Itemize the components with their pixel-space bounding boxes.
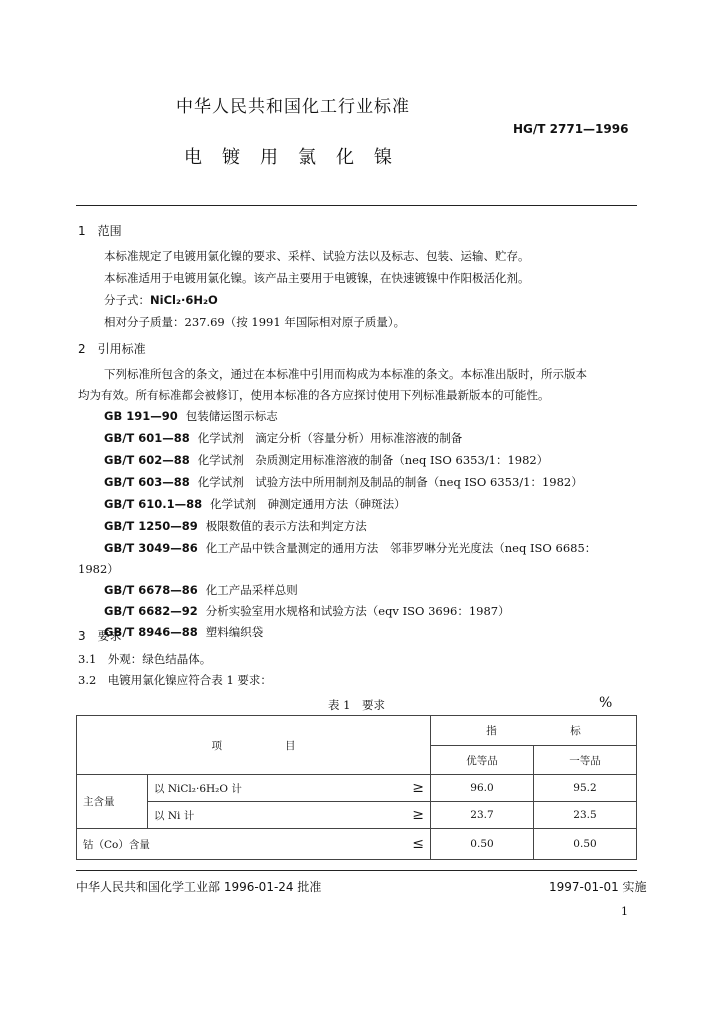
row-symbol: ≥ xyxy=(378,775,431,802)
ref-code: GB/T 1250—89 xyxy=(104,519,198,533)
ref-item xyxy=(104,408,278,424)
ref-item xyxy=(104,430,462,446)
row-symbol: ≤ xyxy=(378,829,431,860)
ref-title: 包装储运图示标志 xyxy=(185,409,278,423)
page-number: 1 xyxy=(621,905,628,918)
section1-line: 本标准适用于电镀用氯化镍。该产品主要用于电镀镍，在快速镀镍中作阳极活化剂。 xyxy=(104,271,530,285)
implementation-date: 1997-01-01 实施 xyxy=(549,880,647,894)
ref-code: GB/T 6678—86 xyxy=(104,583,198,597)
ref-item xyxy=(104,582,298,598)
row-label: 以 NiCl₂·6H₂O 计 xyxy=(148,775,379,802)
table-caption: 表 1 要求 xyxy=(328,698,385,712)
formula-line xyxy=(104,292,218,308)
section1-line: 本标准规定了电镀用氯化镍的要求、采样、试验方法以及标志、包装、运输、贮存。 xyxy=(104,249,530,263)
section2-heading: 2 引用标准 xyxy=(78,342,146,356)
ref-title: 分析实验室用水规格和试验方法（eqv ISO 3696：1987） xyxy=(205,604,510,618)
ref-code: GB/T 603—88 xyxy=(104,475,190,489)
requirement-item: 3.1 外观：绿色结晶体。 xyxy=(78,652,212,666)
section1-heading: 1 范围 xyxy=(78,224,122,238)
row-first: 23.5 xyxy=(534,802,637,829)
ref-title: 化学试剂 滴定分析（容量分析）用标准溶液的制备 xyxy=(197,431,463,445)
ref-title: 化学试剂 砷测定通用方法（砷斑法） xyxy=(210,497,406,511)
table-unit: % xyxy=(599,695,613,711)
ref-item xyxy=(104,603,510,619)
row-first: 95.2 xyxy=(534,775,637,802)
section2-intro: 下列标准所包含的条文，通过在本标准中引用而构成为本标准的条文。本标准出版时，所示版本 xyxy=(104,367,587,381)
row-symbol: ≥ xyxy=(378,802,431,829)
ref-code: GB/T 601—88 xyxy=(104,431,190,445)
ref-title: 化学试剂 杂质测定用标准溶液的制备（neq ISO 6353/1：1982） xyxy=(197,453,549,467)
row-label: 钴（Co）含量 xyxy=(77,829,379,860)
ref-code: GB 191—90 xyxy=(104,409,178,423)
ref-title: 化工产品采样总则 xyxy=(205,583,298,597)
ref-continuation: 1982） xyxy=(78,562,119,576)
doc-title: 电镀用氯化镍 xyxy=(184,147,412,168)
row-superior: 23.7 xyxy=(431,802,534,829)
col-header-superior: 优等品 xyxy=(431,746,534,775)
ref-item xyxy=(104,452,548,468)
ref-title: 化学试剂 试验方法中所用制剂及制品的制备（neq ISO 6353/1：1982） xyxy=(197,475,583,489)
molar-mass-line: 相对分子质量：237.69（按 1991 年国际相对原子质量）。 xyxy=(104,315,406,329)
org-title: 中华人民共和国化工行业标准 xyxy=(176,97,410,117)
row-superior: 96.0 xyxy=(431,775,534,802)
formula: NiCl₂·6H₂O xyxy=(150,293,218,307)
row-first: 0.50 xyxy=(534,829,637,860)
section2-intro: 均为有效。所有标准都会被修订，使用本标准的各方应探讨使用下列标准最新版本的可能性。 xyxy=(78,388,550,402)
ref-code: GB/T 3049—86 xyxy=(104,541,198,555)
footer-rule xyxy=(76,870,637,871)
ref-item xyxy=(104,540,596,556)
approval-line: 中华人民共和国化学工业部 1996-01-24 批准 xyxy=(76,880,322,894)
group-main-content: 主含量 xyxy=(77,775,148,829)
col-header-item: 项 目 xyxy=(77,716,431,775)
standard-code: HG/T 2771—1996 xyxy=(513,122,629,136)
ref-title: 塑料编织袋 xyxy=(205,625,264,639)
ref-item xyxy=(104,624,263,640)
col-header-first: 一等品 xyxy=(534,746,637,775)
requirements-table xyxy=(76,715,637,860)
ref-code: GB/T 6682—92 xyxy=(104,604,198,618)
ref-title: 极限数值的表示方法和判定方法 xyxy=(205,519,367,533)
row-superior: 0.50 xyxy=(431,829,534,860)
requirement-item: 3.2 电镀用氯化镍应符合表 1 要求： xyxy=(78,673,272,687)
col-header-index: 指 标 xyxy=(431,716,637,746)
header-rule xyxy=(76,205,637,206)
ref-code: GB/T 602—88 xyxy=(104,453,190,467)
ref-code: GB/T 610.1—88 xyxy=(104,497,203,511)
ref-item xyxy=(104,496,406,512)
row-label: 以 Ni 计 xyxy=(148,802,379,829)
ref-item xyxy=(104,474,583,490)
ref-item xyxy=(104,518,367,534)
section3-heading: 3 要求 xyxy=(78,629,122,643)
ref-code: GB/T 8946—88 xyxy=(104,625,198,639)
ref-title: 化工产品中铁含量测定的通用方法 邻菲罗啉分光光度法（neq ISO 6685： xyxy=(205,541,597,555)
formula-label: 分子式： xyxy=(104,293,150,307)
